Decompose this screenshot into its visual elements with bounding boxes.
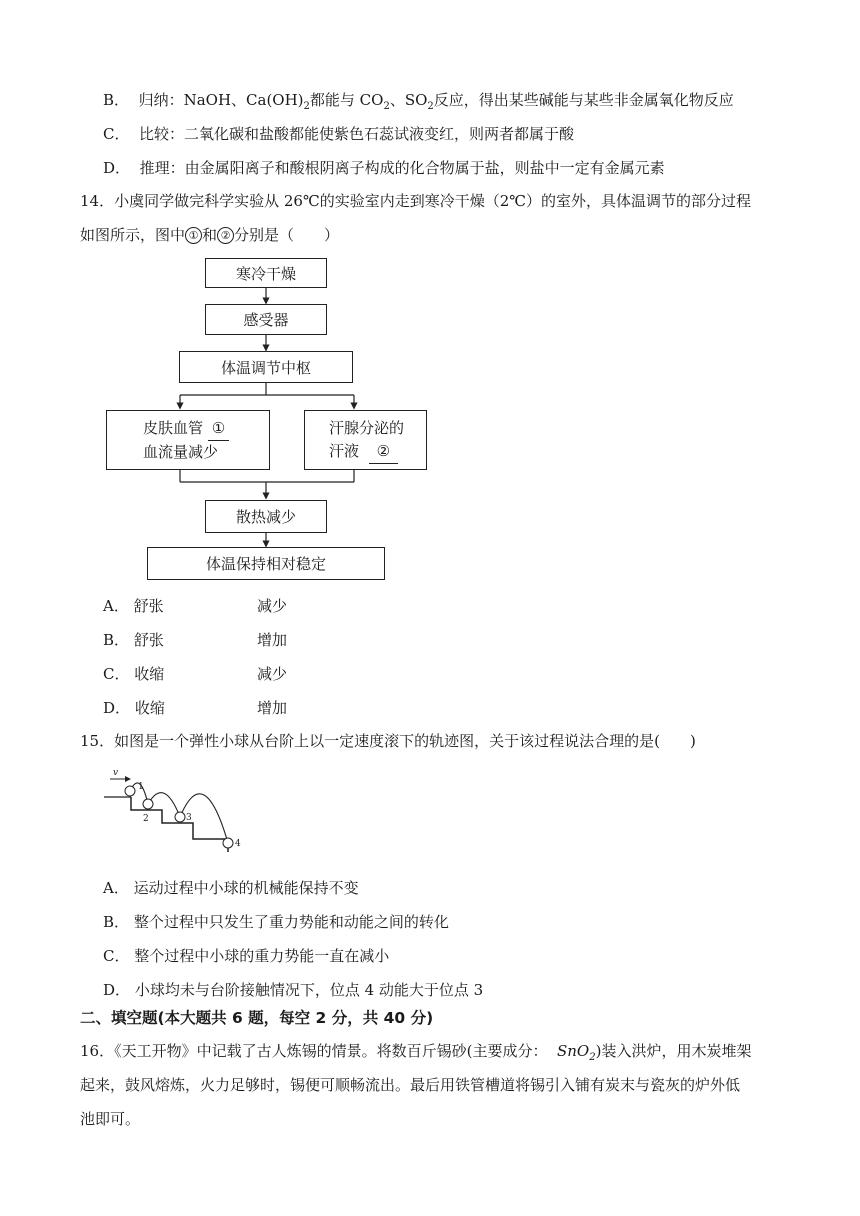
q14-option-a: A． 舒张 减少 — [103, 597, 288, 615]
q16-line3: 池即可。 — [80, 1110, 141, 1128]
label-2: 2 — [143, 814, 149, 824]
q14-option-d: D． 收缩 增加 — [103, 699, 288, 717]
blank-2: ② — [369, 440, 398, 464]
q13-option-b: B． 归纳：NaOH、$Ca(OH)_2$都能与 $CO_2$、$SO_2$反应，得出某些碱能与某些非金属氧化物反应 — [103, 91, 734, 112]
label-3: 3 — [186, 813, 192, 823]
flow-box-center: 体温调节中枢 — [179, 351, 353, 383]
circle-2-mark: ② — [217, 227, 234, 244]
q15-option-d: D． 小球均未与台阶接触情况下，位点 4 动能大于位点 3 — [103, 981, 484, 999]
q15-option-a: A． 运动过程中小球的机械能保持不变 — [103, 879, 359, 897]
q13-option-c: C． 比较：二氧化碳和盐酸都能使紫色石蕊试液变红，则两者都属于酸 — [103, 125, 575, 143]
q16-line2: 起来，鼓风熔炼，火力足够时，锡便可顺畅流出。最后用铁管槽道将锡引入铺有炭末与瓷灰的炉外低 — [80, 1076, 741, 1094]
label-1: 1 — [138, 782, 144, 792]
flow-box-skin-vessel: 皮肤血管 ① 血流量减少 — [106, 410, 270, 470]
q14-stem-line2: 如图所示，图中 ① 和 ② 分别是（ ） — [80, 226, 340, 244]
q15-stem: 15．如图是一个弹性小球从台阶上以一定速度滚下的轨迹图，关于该过程说法合理的是( ) — [80, 732, 696, 750]
flow-box-sweat: 汗腺分泌的 汗液 ② — [304, 410, 427, 470]
q15-option-c: C． 整个过程中小球的重力势能一直在减小 — [103, 947, 390, 965]
q15-option-b: B． 整个过程中只发生了重力势能和动能之间的转化 — [103, 913, 449, 931]
circle-1-mark: ① — [185, 227, 202, 244]
q14-option-c: C． 收缩 减少 — [103, 665, 288, 683]
flow-box-receptor: 感受器 — [205, 304, 327, 335]
q13-option-d: D． 推理：由金属阳离子和酸根阴离子构成的化合物属于盐，则盐中一定有金属元素 — [103, 159, 665, 177]
q16-line1: 16．《天工开物》中记载了古人炼锡的情景。将数百斤锡砂(主要成分： SnO$_2$)装入洪炉，用木炭堆架 — [80, 1042, 752, 1063]
flow-box-stable-temp: 体温保持相对稳定 — [147, 547, 385, 580]
label-v: v — [113, 768, 119, 778]
blank-1: ① — [208, 417, 229, 441]
section-heading-fill-in: 二、填空题(本大题共 6 题，每空 2 分，共 40 分) — [80, 1009, 434, 1027]
flow-box-cold-dry: 寒冷干燥 — [205, 258, 327, 288]
q14-option-b: B． 舒张 增加 — [103, 631, 288, 649]
q14-stem-line1: 14．小虞同学做完科学实验从 26℃的实验室内走到寒冷干燥（2℃）的室外，具体温调节的部分过程 — [80, 192, 752, 210]
label-4: 4 — [235, 839, 241, 849]
flow-box-heat-loss: 散热减少 — [205, 500, 327, 533]
